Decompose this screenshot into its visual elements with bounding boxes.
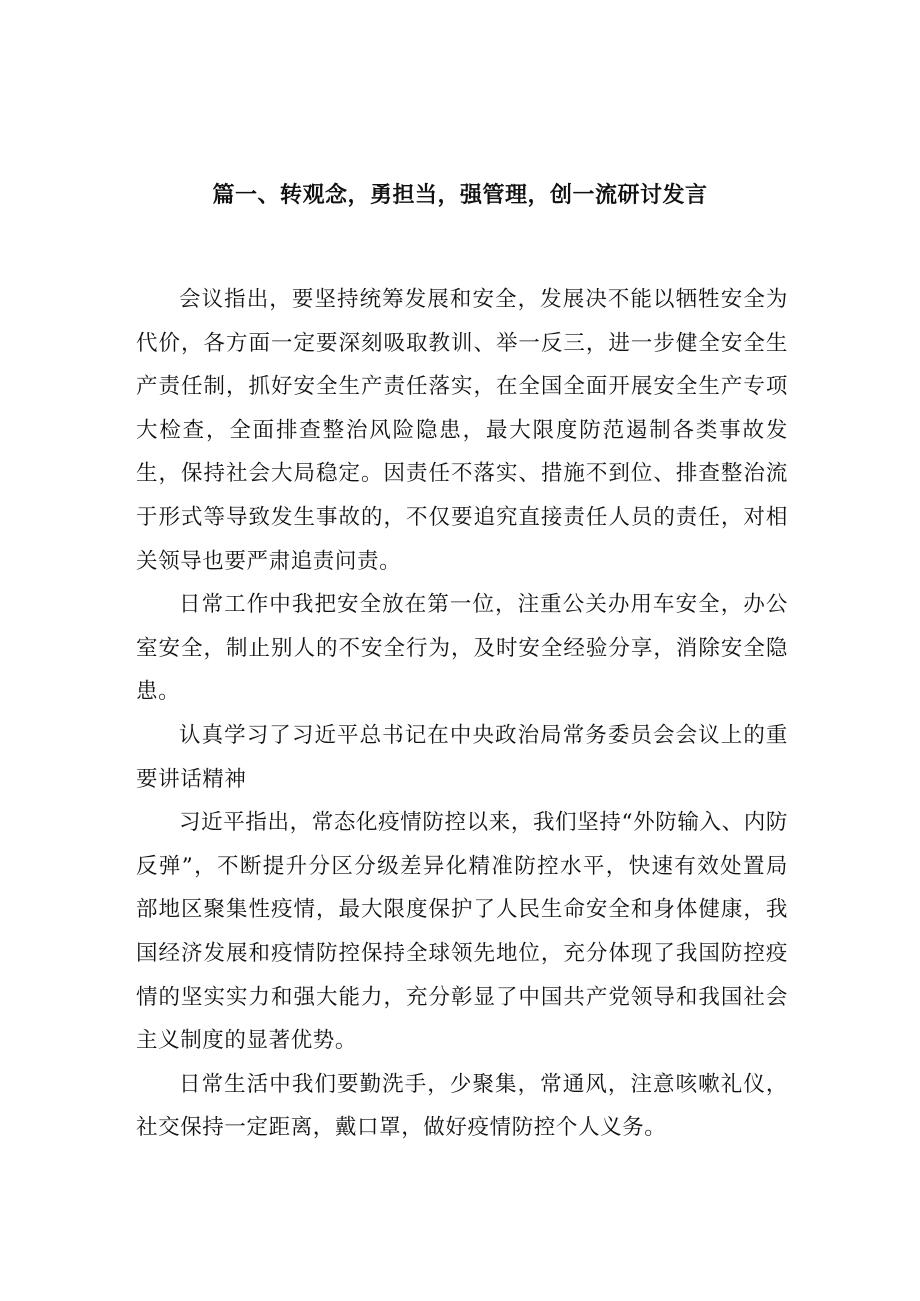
document-body <box>136 278 788 1150</box>
paragraph-5: 日常生活中我们要勤洗手，少聚集，常通风，注意咳嗽礼仪，社交保持一定距离，戴口罩，做好疫情防控个人义务。 <box>136 1071 788 1141</box>
paragraph-2: 日常工作中我把安全放在第一位，注重公关办用车安全，办公室安全，制止别人的不安全行为，及时安全经验分享，消除安全隐患。 <box>136 592 788 705</box>
document-title: 篇一、转观念，勇担当，强管理，创一流研讨发言 <box>212 183 708 208</box>
paragraph-4: 习近平指出，常态化疫情防控以来，我们坚持“外防输入、内防反弹”，不断提升分区分级差异化精准防控水平，快速有效处置局部地区聚集性疫情，最大限度保护了人民生命安全和身体健康，我国经济发展和疫情防控保持全球领先地位，充分体现了我国防控疫情的坚实实力和强大能力，充分彰显了中国共产党领导和我国社会主义制度的显著优势。 <box>136 810 788 1054</box>
paragraph-1: 会议指出，要坚持统筹发展和安全，发展决不能以牺牲安全为代价，各方面一定要深刻吸取教训、举一反三，进一步健全安全生产责任制，抓好安全生产责任落实，在全国全面开展安全生产专项大检查，全面排查整治风险隐患，最大限度防范遏制各类事故发生，保持社会大局稳定。因责任不落实、措施不到位、排查整治流于形式等导致发生事故的，不仅要追究直接责任人员的责任，对相关领导也要严肃追责问责。 <box>136 287 788 574</box>
paragraph-3: 认真学习了习近平总书记在中央政治局常务委员会会议上的重要讲话精神 <box>136 722 788 792</box>
